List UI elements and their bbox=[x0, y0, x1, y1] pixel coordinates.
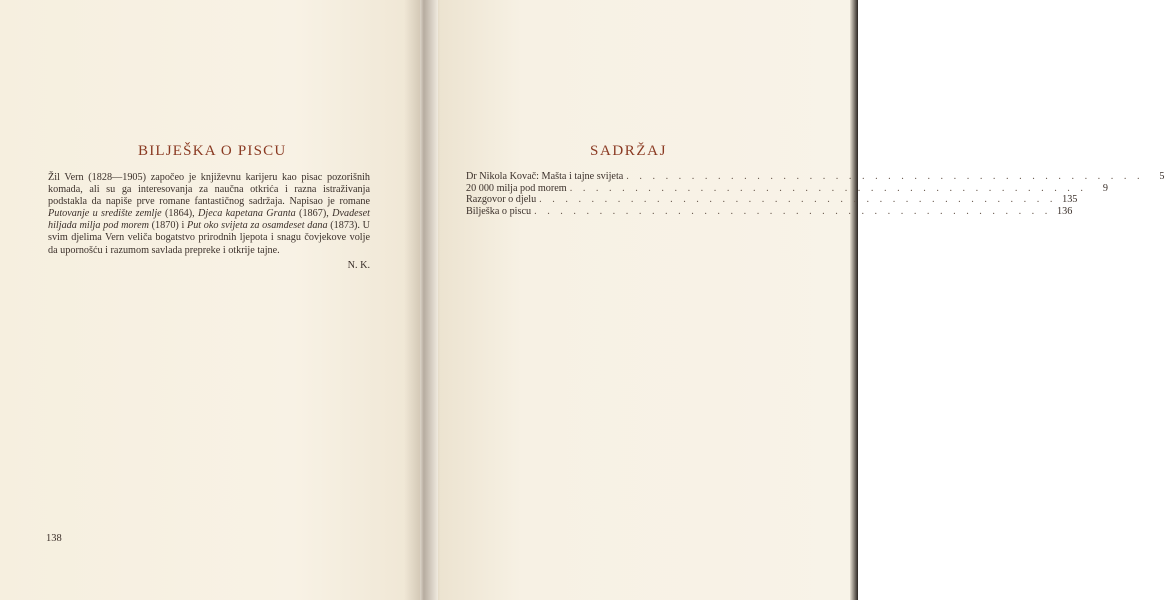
page-edge-shadow bbox=[850, 0, 858, 600]
bio-segment: (1864), bbox=[161, 208, 199, 220]
toc-leader-dots: . . . . . . . . . . . . . . . . . . . . . . . . . . . . . . . . . . . . . . . . bbox=[534, 205, 1052, 217]
toc-entry[interactable] bbox=[466, 171, 1165, 183]
table-of-contents bbox=[466, 171, 1165, 217]
toc-entry-label: 20 000 milja pod morem bbox=[466, 182, 567, 194]
toc-entry[interactable] bbox=[466, 205, 1073, 218]
bio-segment: (1867), bbox=[295, 208, 333, 220]
section-title-contents: SADRŽAJ bbox=[590, 143, 668, 159]
work-title: Djeca kapetana Granta bbox=[198, 208, 296, 220]
toc-entry[interactable] bbox=[466, 194, 1078, 206]
page-number: 138 bbox=[46, 533, 62, 544]
toc-leader-dots: . . . . . . . . . . . . . . . . . . . . . . . . . . . . . . . . . . . . . . . . bbox=[626, 171, 1144, 182]
work-title: Putovanje u središte zemlje bbox=[48, 208, 162, 220]
section-title-biography: BILJEŠKA O PISCU bbox=[138, 143, 287, 159]
toc-entry-page: 9 bbox=[1102, 182, 1108, 194]
author-signature: N. K. bbox=[347, 260, 370, 271]
toc-entry-label: Dr Nikola Kovač: Mašta i tajne svijeta bbox=[466, 171, 624, 182]
toc-entry-page: 5 bbox=[1159, 171, 1165, 182]
bio-segment: Žil Vern (1828—1905) započeo je književnu karijeru kao pisac pozorišnih komada, ali su ga interesovanja za naučna otkrića i razna istraživanja podstakla da napiše prve romane fantastičnog sadržaja. Napisao je romane bbox=[48, 172, 370, 208]
work-title: Put oko svijeta za osamdeset dana bbox=[186, 220, 328, 232]
left-page bbox=[0, 0, 420, 600]
toc-entry-label: Razgovor o djelu bbox=[466, 194, 537, 206]
toc-entry-page: 135 bbox=[1062, 194, 1078, 206]
toc-leader-dots: . . . . . . . . . . . . . . . . . . . . . . . . . . . . . . . . . . . . . . . . bbox=[539, 194, 1057, 206]
right-page bbox=[438, 0, 858, 600]
biography-text bbox=[48, 172, 370, 257]
toc-entry[interactable] bbox=[466, 182, 1108, 195]
book-gutter bbox=[404, 0, 440, 600]
toc-leader-dots: . . . . . . . . . . . . . . . . . . . . . . . . . . . . . . . . . . . . . . . . bbox=[569, 182, 1087, 194]
work-title: Dvadeset hiljada milja pod morem bbox=[48, 208, 370, 232]
biography-paragraph bbox=[48, 172, 370, 257]
toc-entry-label: Bilješka o piscu bbox=[466, 205, 532, 217]
toc-entry-page: 136 bbox=[1057, 205, 1073, 217]
bio-segment: (1873). U svim djelima Vern veliča bogatstvo prirodnih ljepota i snagu čovjekove volje da upornošću i razumom savlada prepreke i otkrije tajne. bbox=[48, 220, 370, 256]
bio-segment: (1870) i bbox=[149, 220, 187, 232]
